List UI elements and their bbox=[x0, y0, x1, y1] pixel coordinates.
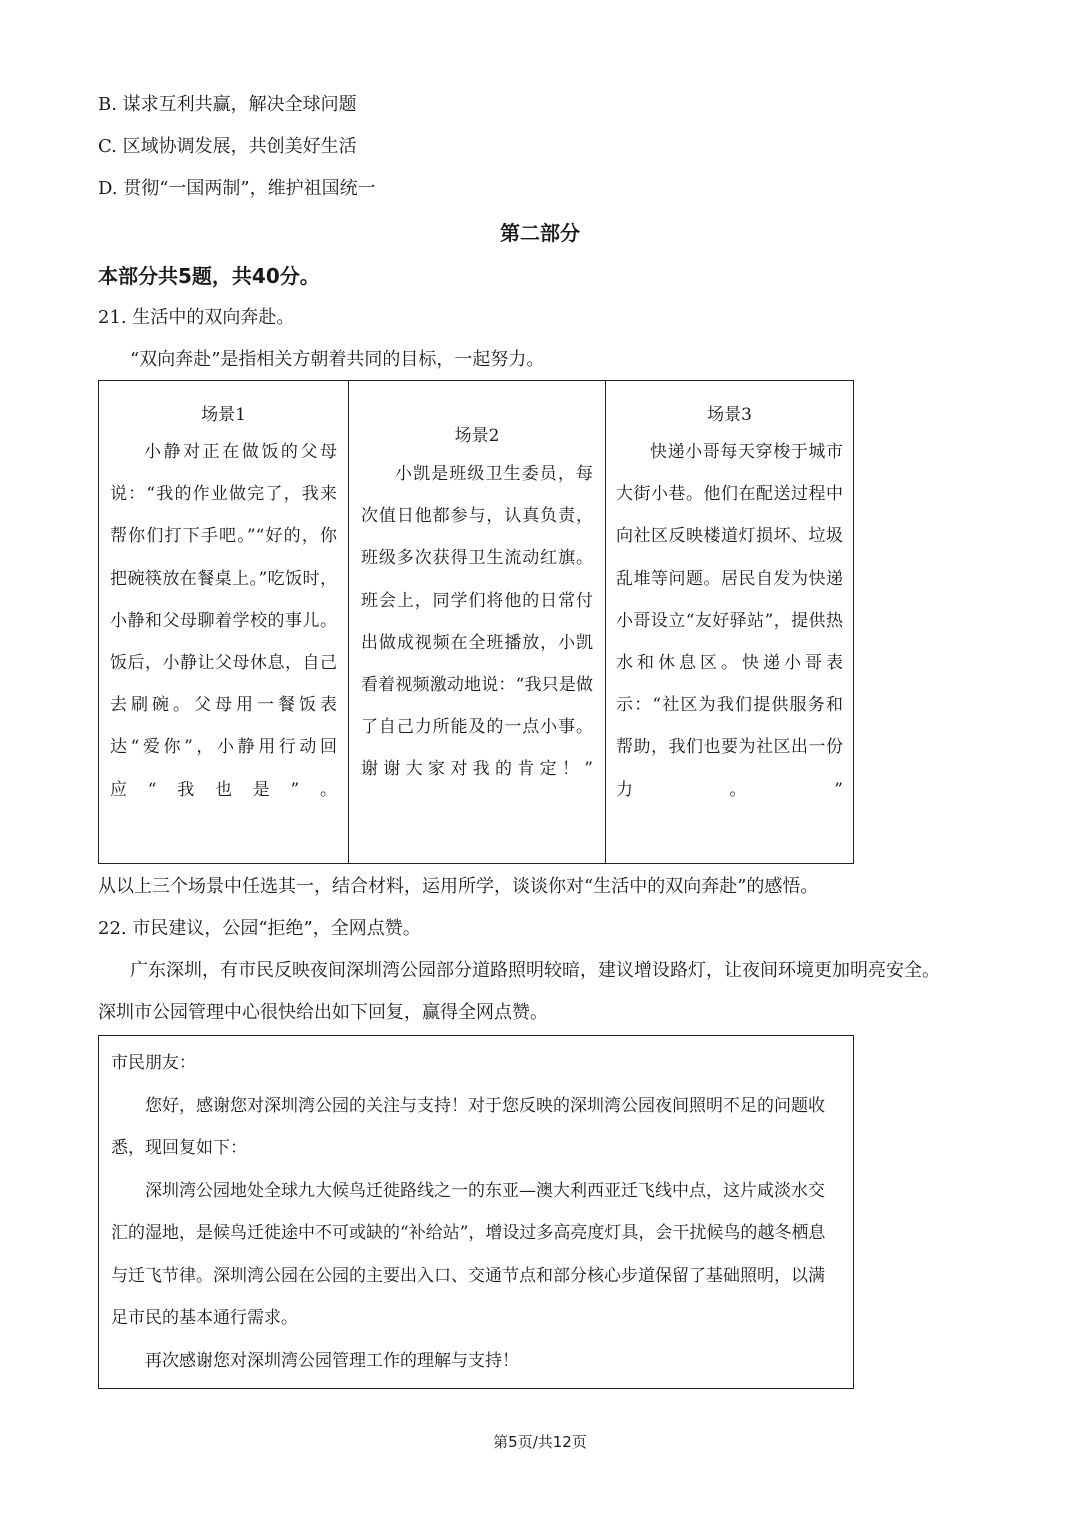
scene-2-text: 小凯是班级卫生委员，每次值日他都参与，认真负责，班级多次获得卫生流动红旗。班会上，同学们将他的日常付出做成视频在全班播放，小凯看着视频激动地说：“我只是做了自己力所能及的一点小事。谢谢大家对我的肯定！” bbox=[361, 464, 593, 780]
reply-letter-box bbox=[98, 1035, 854, 1389]
scene-2-title: 场景2 bbox=[454, 426, 500, 446]
question-22-heading: 22. 市民建议，公园“拒绝”，全网点赞。 bbox=[98, 918, 421, 939]
scene-3-text: 快递小哥每天穿梭于城市大街小巷。他们在配送过程中向社区反映楼道灯损坏、垃圾乱堆等问题。居民自发为快递小哥设立“友好驿站”，提供热水和休息区。快递小哥表示：“社区为我们提供服务和帮助，我们也要为社区出一份力。” bbox=[616, 442, 843, 800]
question-22-intro-line-1: 广东深圳，有市民反映夜间深圳湾公园部分道路照明较暗，建议增设路灯，让夜间环境更加明亮安全。 bbox=[130, 960, 940, 981]
scene-3-title: 场景3 bbox=[707, 405, 752, 425]
scene-1-cell bbox=[99, 381, 348, 863]
option-c: C. 区域协调发展，共创美好生活 bbox=[98, 136, 357, 157]
question-21-definition: “双向奔赴”是指相关方朝着共同的目标，一起努力。 bbox=[130, 349, 545, 370]
scene-2-cell bbox=[348, 381, 605, 863]
question-22-intro-line-2: 深圳市公园管理中心很快给出如下回复，赢得全网点赞。 bbox=[98, 1002, 548, 1023]
letter-paragraph-2: 深圳湾公园地处全球九大候鸟迁徙路线之一的东亚—澳大利西亚迁飞线中点，这片咸淡水交汇的湿地，是候鸟迁徙途中不可或缺的“补给站”，增设过多高亮度灯具，会干扰候鸟的越冬栖息与迁飞节律。深圳湾公园在公园的主要出入口、交通节点和部分核心步道保留了基础照明，以满足市民的基本通行需求。 bbox=[111, 1180, 826, 1328]
scene-1-text: 小静对正在做饭的父母说：“我的作业做完了，我来帮你们打下手吧。”“好的，你把碗筷放在餐桌上。”吃饭时，小静和父母聊着学校的事儿。饭后，小静让父母休息，自己去刷碗。父母用一餐饭表达“爱你”，小静用行动回应“我也是”。 bbox=[110, 442, 337, 800]
letter-salutation: 市民朋友： bbox=[111, 1053, 196, 1073]
question-21-heading: 21. 生活中的双向奔赴。 bbox=[98, 307, 295, 328]
question-21-prompt: 从以上三个场景中任选其一，结合材料，运用所学，谈谈你对“生活中的双向奔赴”的感悟。 bbox=[98, 876, 819, 897]
section-title: 第二部分 bbox=[500, 221, 580, 245]
scene-table bbox=[98, 380, 854, 864]
letter-paragraph-1: 您好，感谢您对深圳湾公园的关注与支持！对于您反映的深圳湾公园夜间照明不足的问题收悉，现回复如下： bbox=[111, 1095, 825, 1158]
option-d: D. 贯彻“一国两制”，维护祖国统一 bbox=[98, 178, 376, 199]
page-footer: 第5页/共12页 bbox=[493, 1433, 587, 1451]
scene-3-cell bbox=[605, 381, 853, 863]
section-intro: 本部分共5题，共40分。 bbox=[98, 264, 320, 288]
letter-paragraph-3: 再次感谢您对深圳湾公园管理工作的理解与支持！ bbox=[145, 1350, 519, 1371]
reply-letter-text bbox=[111, 1042, 833, 1382]
option-b: B. 谋求互利共赢，解决全球问题 bbox=[98, 94, 357, 115]
scene-1-title: 场景1 bbox=[201, 405, 246, 425]
